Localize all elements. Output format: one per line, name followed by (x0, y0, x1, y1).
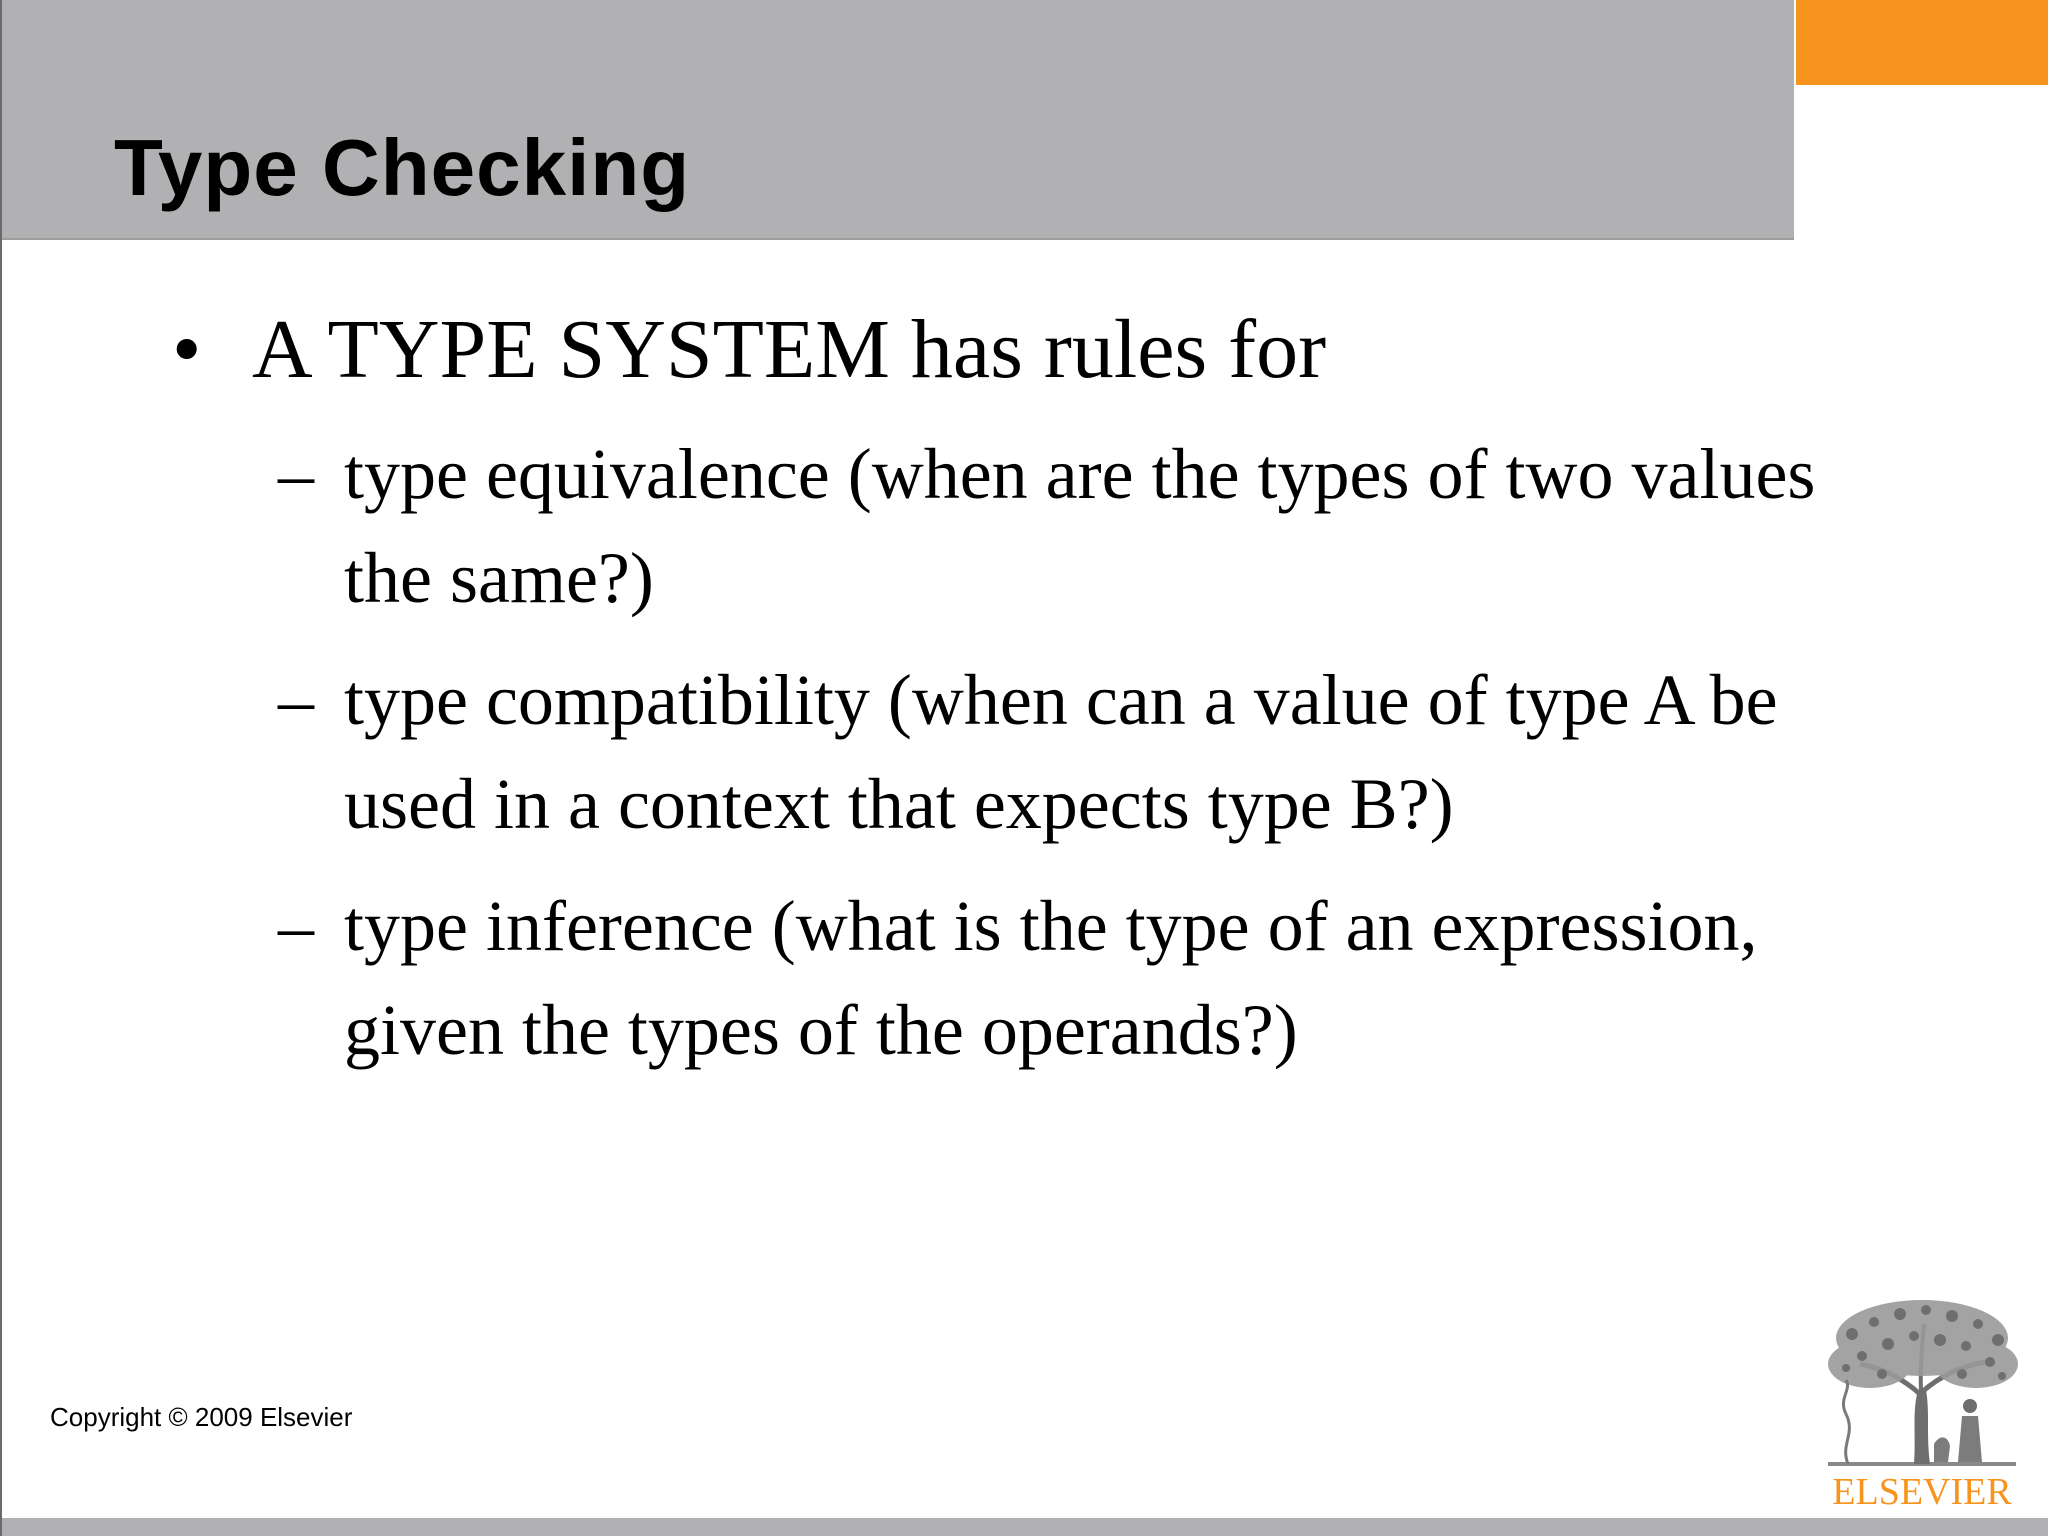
sub-item-type-equivalence (278, 422, 1904, 630)
copyright-notice: Copyright © 2009 Elsevier (50, 1402, 353, 1432)
sub-item-type-compatibility (278, 648, 1904, 856)
sub-item-type-inference (278, 874, 1904, 1082)
bullet-text: A TYPE SYSTEM has rules for (252, 303, 1327, 396)
bottom-bar (2, 1518, 2048, 1536)
elsevier-wordmark: ELSEVIER (1832, 1471, 2012, 1513)
sub-item-marker: – (278, 660, 314, 740)
sub-item-text: type compatibility (when can a value of type A be used in a context that expects type B?) (344, 660, 1778, 844)
sub-item-text: type inference (what is the type of an expression, given the types of the operands?) (344, 886, 1758, 1070)
accent-block (1796, 0, 2048, 85)
bullet-item (172, 300, 1326, 399)
sub-item-marker: – (278, 434, 314, 514)
sub-item-text: type equivalence (when are the types of two values the same?) (344, 434, 1816, 618)
sub-item-marker: – (278, 886, 314, 966)
slide-title: Type Checking (114, 123, 691, 212)
bullet-marker: • (172, 303, 202, 396)
